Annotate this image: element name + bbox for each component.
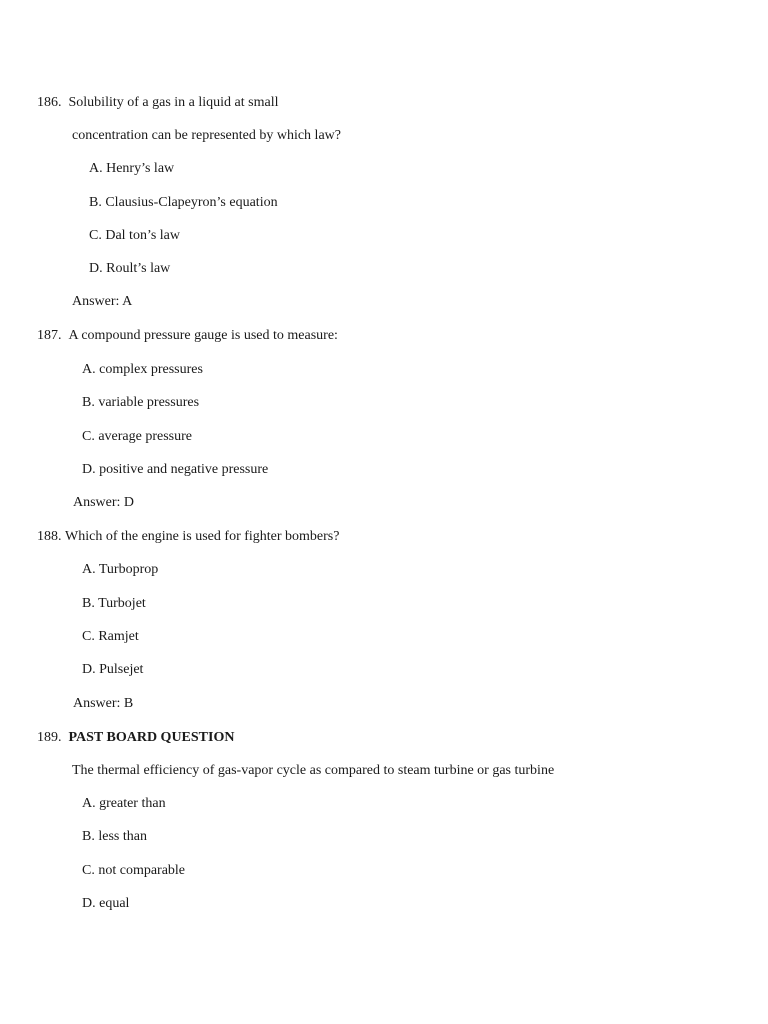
question-text: The thermal efficiency of gas-vapor cycle as compared to steam turbine or gas turbine xyxy=(72,763,555,778)
option-a: A. Turboprop xyxy=(82,562,159,577)
option-a: A. greater than xyxy=(82,796,166,811)
question-number: 186. xyxy=(37,95,62,110)
option-d: D. equal xyxy=(82,896,130,911)
option-d: D. positive and negative pressure xyxy=(82,462,269,477)
option-d: D. Roult’s law xyxy=(89,261,171,276)
question-heading: PAST BOARD QUESTION xyxy=(68,730,235,745)
option-c: C. Ramjet xyxy=(82,629,139,644)
option-b: B. Clausius-Clapeyron’s equation xyxy=(89,195,278,210)
question-189 xyxy=(37,729,234,747)
question-number: 187. xyxy=(37,328,62,343)
answer: Answer: B xyxy=(73,696,134,711)
option-c: C. Dal ton’s law xyxy=(89,228,180,243)
option-b: B. Turbojet xyxy=(82,596,146,611)
question-188 xyxy=(37,528,339,546)
question-number: 189. xyxy=(37,730,62,745)
question-text-continued: concentration can be represented by which law? xyxy=(72,128,341,143)
answer: Answer: A xyxy=(72,294,133,309)
question-number: 188. xyxy=(37,529,62,544)
question-text: Solubility of a gas in a liquid at small xyxy=(68,95,279,110)
option-c: C. average pressure xyxy=(82,429,193,444)
option-b: B. less than xyxy=(82,829,147,844)
question-187 xyxy=(37,327,338,345)
option-a: A. complex pressures xyxy=(82,362,203,377)
option-c: C. not comparable xyxy=(82,863,186,878)
option-b: B. variable pressures xyxy=(82,395,200,410)
option-a: A. Henry’s law xyxy=(89,161,175,176)
question-text: Which of the engine is used for fighter bombers? xyxy=(65,529,340,544)
question-186 xyxy=(37,94,278,112)
answer: Answer: D xyxy=(73,495,135,510)
question-text: A compound pressure gauge is used to measure: xyxy=(68,328,338,343)
option-d: D. Pulsejet xyxy=(82,662,144,677)
